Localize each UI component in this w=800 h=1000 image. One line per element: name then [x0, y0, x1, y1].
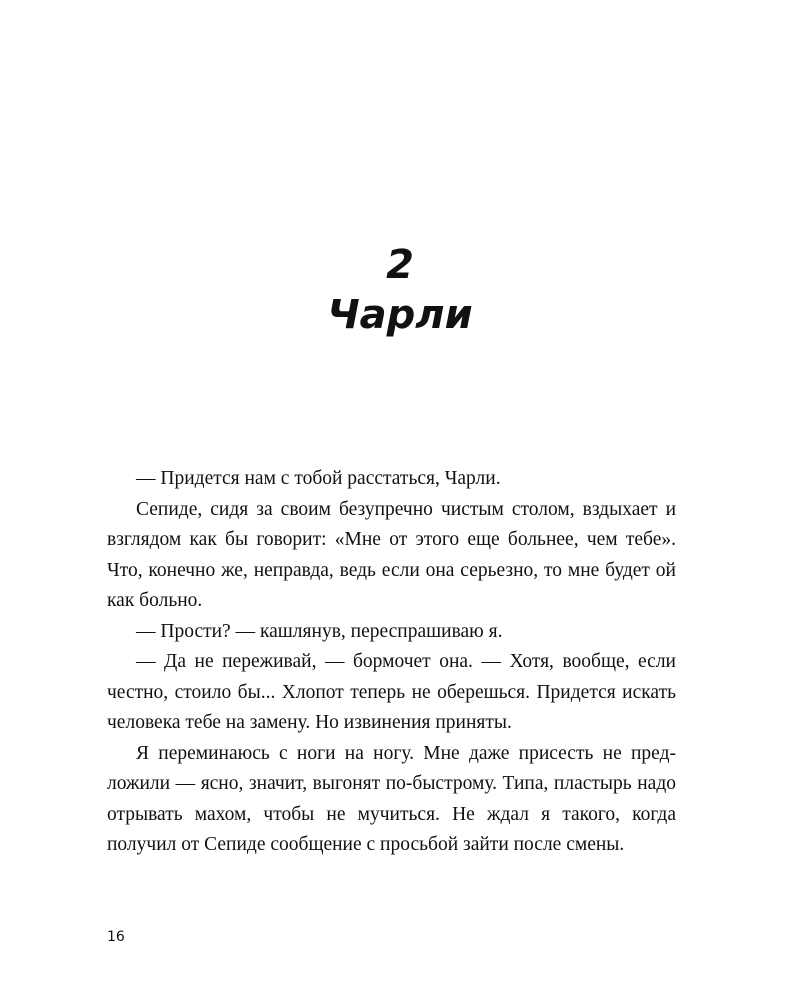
page-number: 16 — [107, 929, 125, 945]
chapter-number: 2 — [386, 242, 414, 288]
paragraph: Я переминаюсь с ноги на ногу. Мне даже присесть не предложили — ясно, значит, выгонят по-быстрому. Типа, пластырь надо отрывать махом, чтобы не мучиться. Не ждал я такого, когда получил от Сепиде сообщение с просьбой зайти после смены. — [107, 742, 676, 855]
chapter-body — [107, 464, 676, 861]
paragraph: Сепиде, сидя за своим безупречно чистым столом, вздыхает и взглядом как бы говорит: «Мне от этого еще больнее, чем тебе». Что, конечно же, неправда, ведь если она серьезно, то мне будет ой как больно. — [107, 498, 676, 611]
paragraph: — Да не переживай, — бормочет она. — Хотя, вообще, если честно, стоило бы... Хлопот теперь не оберешься. Придется искать человека тебе на замену. Но извинения приняты. — [107, 651, 676, 733]
chapter-title: Чарли — [327, 292, 473, 338]
paragraph: — Прости? — кашлянув, переспрашиваю я. — [136, 620, 503, 642]
paragraph: — Придется нам с тобой расстаться, Чарли. — [136, 468, 501, 489]
